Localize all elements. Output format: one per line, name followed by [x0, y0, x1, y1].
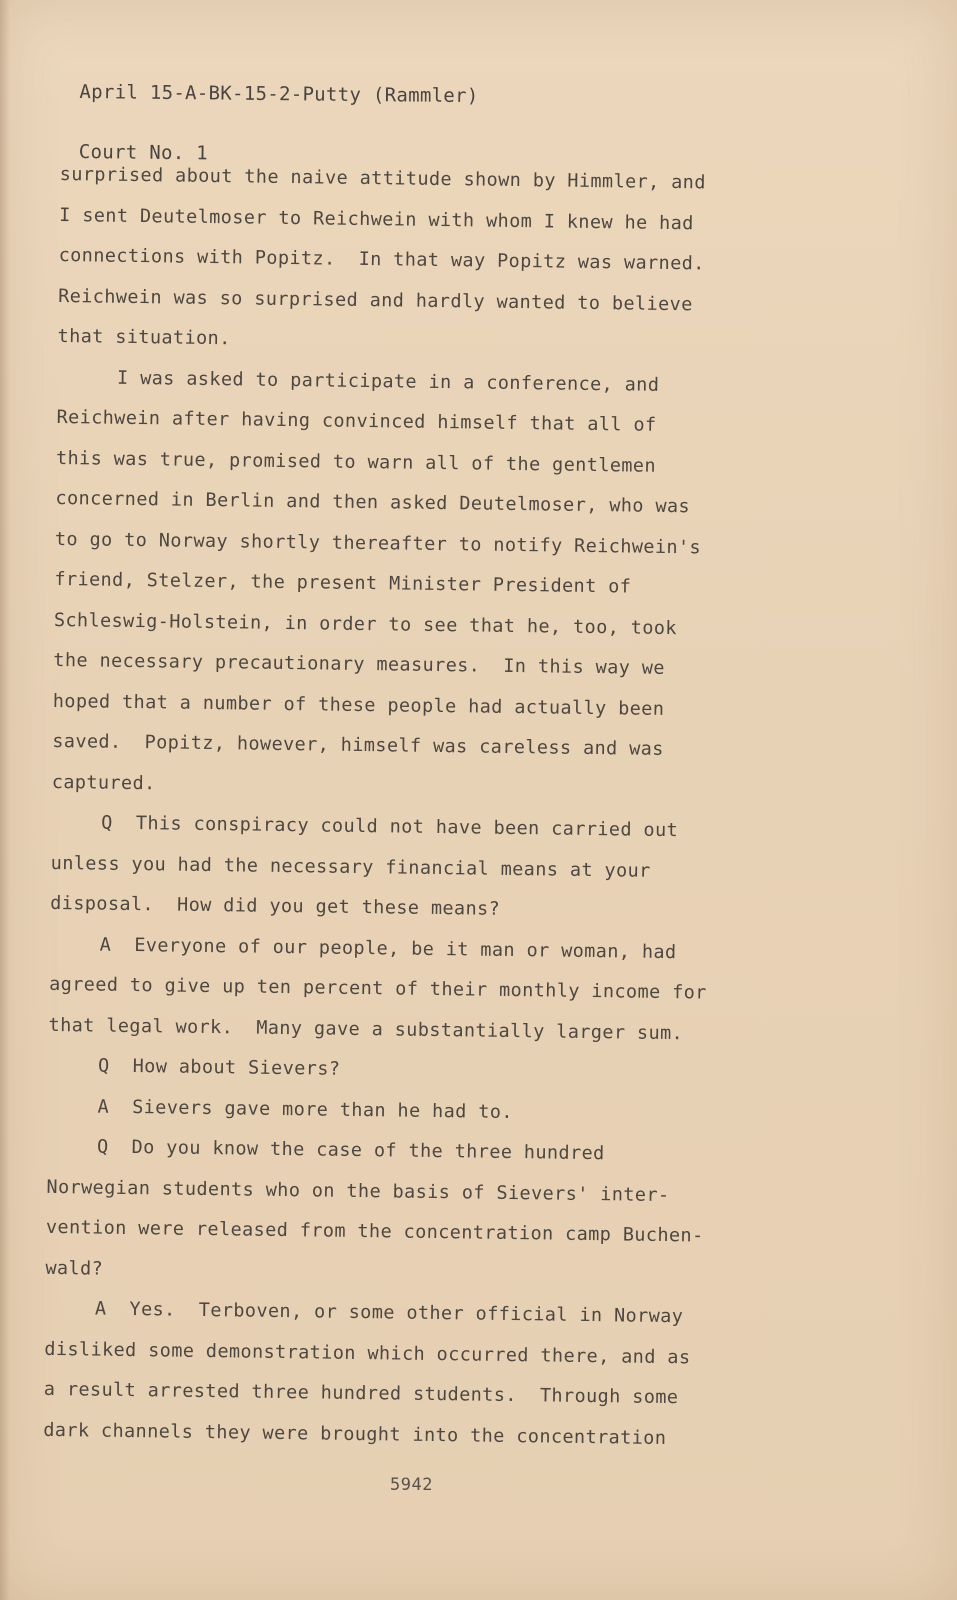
question-line: Q This conspiracy could not have been carried out — [101, 812, 679, 842]
question-line: Q Do you know the case of the three hundred — [96, 1136, 605, 1165]
text-line: wald? — [45, 1257, 104, 1280]
header-line-2: Court No. 1 — [78, 140, 209, 165]
text-line: Schleswig-Holstein, in order to see that he, too, took — [53, 609, 678, 639]
header-line-1: April 15-A-BK-15-2-Putty (Rammler) — [79, 80, 479, 108]
answer-line: A Yes. Terboven, or some other official in Norway — [94, 1298, 684, 1328]
text-line: unless you had the necessary financial means at your — [50, 852, 651, 882]
text-line: Norwegian students who on the basis of Sievers' inter- — [46, 1176, 670, 1206]
answer-line: A Everyone of our people, be it man or woman, had — [99, 934, 677, 963]
paragraph-start-line: I was asked to participate in a conference, and — [116, 367, 660, 396]
text-line: captured. — [51, 771, 156, 794]
text-line: saved. Popitz, however, himself was careless and was — [52, 730, 664, 760]
transcript-body — [43, 155, 780, 1460]
text-line: Reichwein after having convinced himself that all of — [56, 406, 657, 436]
text-line: disliked some demonstration which occurred there, and as — [44, 1338, 691, 1368]
answer-line: A Sievers gave more than he had to. — [97, 1096, 514, 1123]
text-line: concerned in Berlin and then asked Deutelmoser, who was — [55, 487, 691, 518]
page-number: 5942 — [390, 1475, 433, 1495]
text-line: that legal work. Many gave a substantially larger sum. — [48, 1014, 684, 1044]
text-line: a result arrested three hundred students. Through some — [43, 1378, 679, 1409]
question-line: Q How about Sievers? — [97, 1055, 341, 1080]
text-line: this was true, promised to warn all of the gentlemen — [55, 447, 657, 477]
text-line: surprised about the naive attitude shown by Himmler, and — [59, 163, 706, 194]
text-line: friend, Stelzer, the present Minister President of — [54, 568, 632, 598]
text-line: to go to Norway shortly thereafter to notify Reichwein's — [54, 528, 702, 558]
paper-edge-shadow — [0, 0, 10, 1600]
text-line: the necessary precautionary measures. In this way we — [53, 649, 665, 679]
text-line: I sent Deutelmoser to Reichwein with whom I knew he had — [59, 204, 694, 234]
text-line: Reichwein was so surprised and hardly wanted to believe — [58, 285, 693, 315]
text-line: connections with Popitz. In that way Popitz was warned. — [58, 244, 705, 275]
text-line: agreed to give up ten percent of their monthly income for — [49, 973, 707, 1004]
text-line: dark channels they were brought into the concentration — [43, 1419, 667, 1449]
text-line: disposal. How did you get these means? — [50, 892, 501, 920]
text-line: vention were released from the concentration camp Buchen- — [45, 1216, 704, 1247]
text-line: that situation. — [57, 325, 231, 350]
text-line: hoped that a number of these people had actually been — [52, 690, 665, 720]
